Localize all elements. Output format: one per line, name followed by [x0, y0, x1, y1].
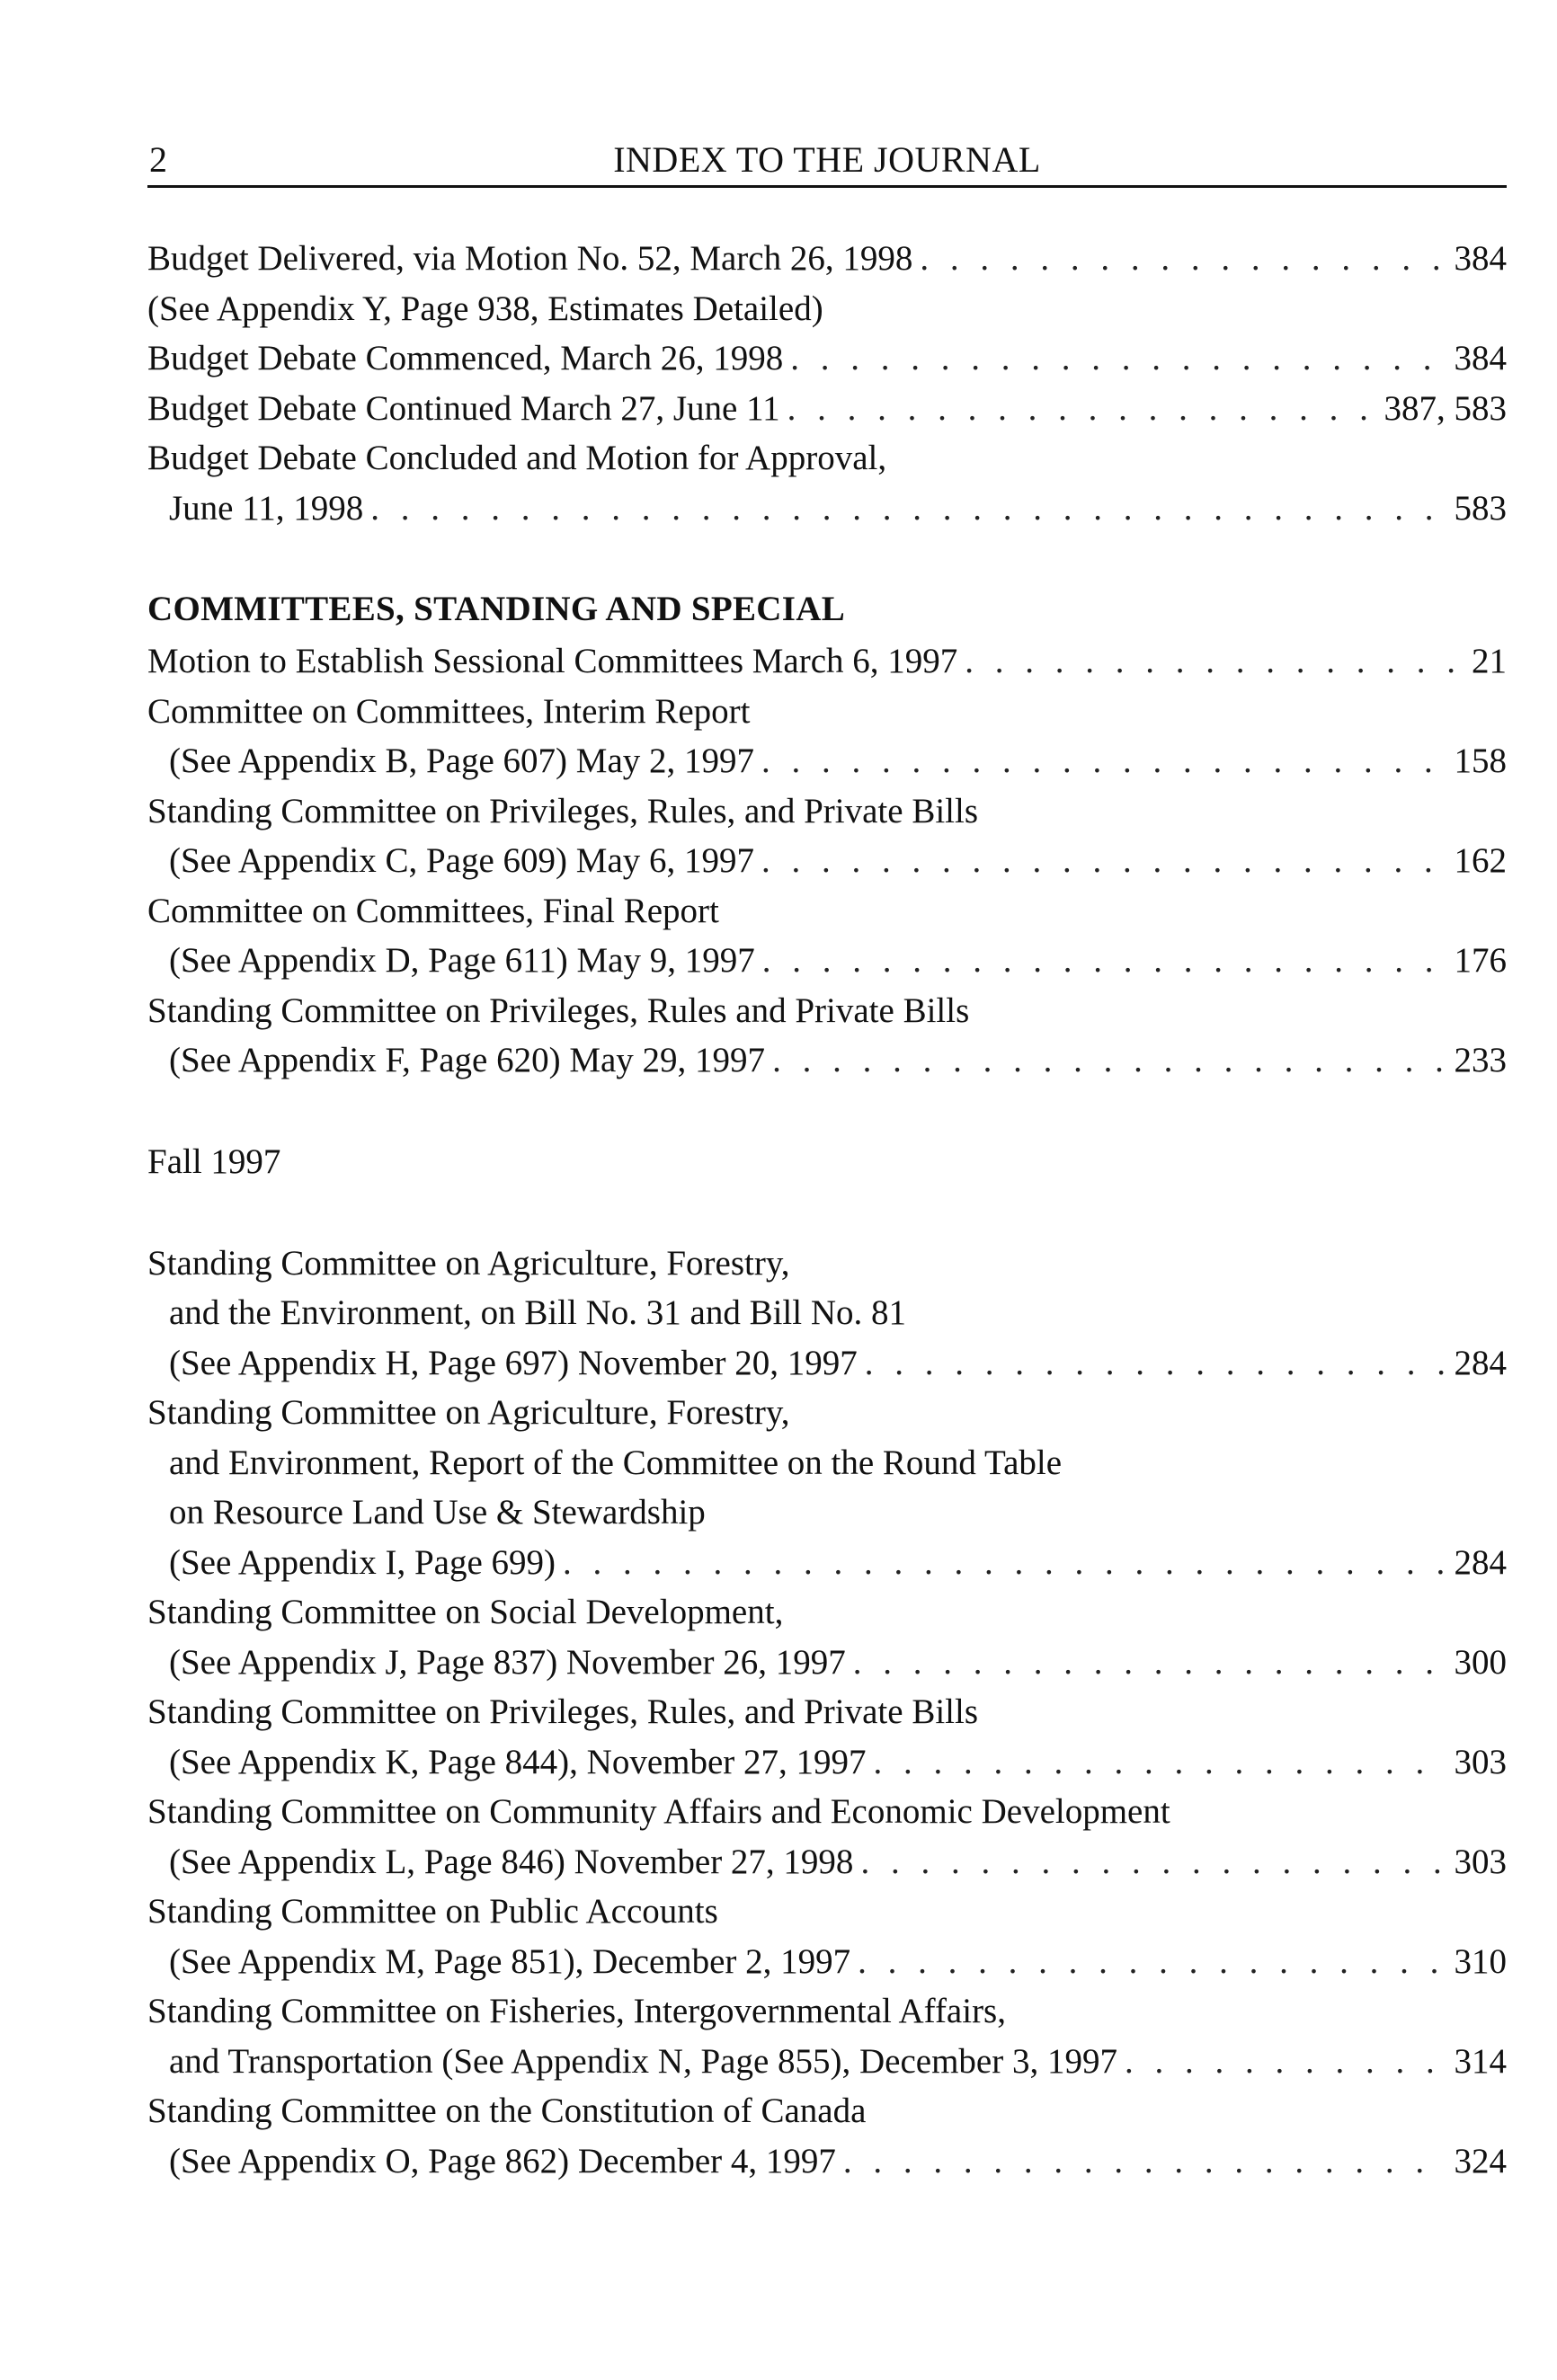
- entry-text: (See Appendix H, Page 697) November 20, 1997: [169, 1343, 858, 1382]
- entry-text: (See Appendix J, Page 837) November 26, 1997: [169, 1642, 846, 1682]
- section-gap: [147, 1086, 1507, 1135]
- dot-leader: [874, 1737, 1447, 1788]
- entry-text: (See Appendix K, Page 844), November 27, 1997: [169, 1742, 867, 1781]
- index-entry: [147, 384, 1507, 434]
- index-body: [147, 234, 1507, 2186]
- entry-text: Standing Committee on the Constitution of Canada: [147, 2091, 867, 2130]
- entry-line: [147, 1388, 1507, 1438]
- dot-leader: [761, 736, 1446, 786]
- entry-text: June 11, 1998: [169, 488, 364, 528]
- entry-line: [147, 234, 1507, 284]
- committees-section: [147, 636, 1507, 1086]
- entry-line: [147, 1587, 1507, 1638]
- entry-line: [147, 284, 1507, 334]
- entry-line: [147, 1687, 1507, 1737]
- entry-line: [147, 886, 1507, 937]
- entry-text: Standing Committee on Agriculture, Forestry,: [147, 1243, 790, 1283]
- index-entry: [147, 886, 1507, 986]
- entry-text: Committee on Committees, Final Report: [147, 891, 719, 930]
- dot-leader: [772, 1035, 1446, 1086]
- index-entry: [147, 986, 1507, 1086]
- entry-line: [147, 1239, 1507, 1289]
- dot-leader: [762, 936, 1447, 986]
- entry-line: [147, 484, 1507, 534]
- page-reference: 158: [1454, 742, 1507, 780]
- index-entry: [147, 284, 1507, 334]
- index-entry: [147, 433, 1507, 533]
- entry-line: [147, 1737, 1507, 1788]
- header-rule: [147, 185, 1507, 188]
- entry-text: and Environment, Report of the Committee on the Round Table: [169, 1443, 1063, 1482]
- running-head: [147, 135, 1507, 185]
- committees-heading: COMMITTEES, STANDING AND SPECIAL: [147, 590, 846, 628]
- entry-text: Standing Committee on Agriculture, Forestry,: [147, 1393, 790, 1432]
- budget-section: [147, 234, 1507, 533]
- page-reference: 583: [1454, 488, 1507, 528]
- entry-text: (See Appendix I, Page 699): [169, 1542, 556, 1582]
- index-entry: [147, 1986, 1507, 2086]
- index-entry: [147, 2086, 1507, 2186]
- entry-line: [147, 1288, 1507, 1338]
- page-reference: 284: [1454, 1343, 1507, 1382]
- entry-line: [147, 636, 1507, 687]
- index-entry: [147, 1388, 1507, 1587]
- page-reference: 387, 583: [1384, 388, 1507, 428]
- entry-line: [147, 433, 1507, 484]
- entry-line: [147, 1338, 1507, 1389]
- page-reference: 162: [1454, 841, 1507, 880]
- fall-section: [147, 1239, 1507, 2187]
- index-entry: [147, 1687, 1507, 1787]
- entry-line: [147, 1638, 1507, 1688]
- page-reference: 310: [1454, 1941, 1507, 1981]
- dot-leader: [787, 384, 1377, 434]
- entry-text: Standing Committee on Public Accounts: [147, 1892, 718, 1931]
- index-entry: [147, 687, 1507, 786]
- page-reference: 324: [1454, 2141, 1507, 2180]
- entry-line: [147, 986, 1507, 1036]
- index-entry: [147, 1587, 1507, 1687]
- journal-title: INDEX TO THE JOURNAL: [613, 139, 1041, 180]
- entry-line: [147, 1787, 1507, 1837]
- dot-leader: [853, 1638, 1447, 1688]
- entry-line: [147, 384, 1507, 434]
- entry-text: (See Appendix F, Page 620) May 29, 1997: [169, 1041, 766, 1079]
- entry-text: (See Appendix C, Page 609) May 6, 1997: [169, 841, 755, 880]
- dot-leader: [1125, 2037, 1447, 2087]
- entry-text: Standing Committee on Privileges, Rules, and Private Bills: [147, 1692, 979, 1731]
- entry-line: [147, 2037, 1507, 2087]
- entry-line: [147, 687, 1507, 737]
- section-gap: [147, 533, 1507, 582]
- page-reference: 300: [1454, 1642, 1507, 1682]
- entry-text: (See Appendix B, Page 607) May 2, 1997: [169, 742, 755, 780]
- entry-line: [147, 1538, 1507, 1588]
- page-reference: 233: [1454, 1041, 1507, 1079]
- index-entry: [147, 1787, 1507, 1887]
- entry-text: on Resource Land Use & Stewardship: [169, 1493, 706, 1532]
- page-reference: 303: [1454, 1842, 1507, 1881]
- entry-line: [147, 1438, 1507, 1488]
- dot-leader: [563, 1538, 1447, 1588]
- entry-line: [147, 836, 1507, 886]
- dot-leader: [761, 836, 1446, 886]
- entry-text: (See Appendix D, Page 611) May 9, 1997: [169, 941, 755, 980]
- entry-line: [147, 936, 1507, 986]
- entry-text: and the Environment, on Bill No. 31 and Bill No. 81: [169, 1293, 907, 1332]
- index-entry: [147, 234, 1507, 284]
- page-reference: 314: [1454, 2041, 1507, 2081]
- entry-text: (See Appendix L, Page 846) November 27, 1998: [169, 1842, 854, 1881]
- entry-text: and Transportation (See Appendix N, Page 855), December 3, 1997: [169, 2041, 1117, 2081]
- entry-text: (See Appendix Y, Page 938, Estimates Detailed): [147, 289, 823, 328]
- entry-text: Standing Committee on Privileges, Rules and Private Bills: [147, 990, 970, 1030]
- entry-text: (See Appendix M, Page 851), December 2, 1997: [169, 1941, 851, 1981]
- entry-text: Budget Debate Commenced, March 26, 1998: [147, 339, 784, 377]
- dot-leader: [920, 234, 1446, 284]
- dot-leader: [865, 1338, 1447, 1389]
- entry-line: [147, 1887, 1507, 1937]
- dot-leader: [858, 1937, 1446, 1987]
- entry-text: Committee on Committees, Interim Report: [147, 691, 751, 731]
- index-entry: [147, 636, 1507, 687]
- dot-leader: [965, 636, 1464, 687]
- fall-heading: Fall 1997: [147, 1141, 281, 1181]
- page-reference: 384: [1454, 239, 1507, 278]
- entry-text: Standing Committee on Privileges, Rules, and Private Bills: [147, 791, 979, 830]
- page-number: 2: [149, 139, 167, 180]
- dot-leader: [843, 2136, 1447, 2187]
- journal-page: [147, 135, 1507, 2180]
- entry-line: [147, 736, 1507, 786]
- index-entry: [147, 1887, 1507, 1986]
- index-entry: [147, 1239, 1507, 1389]
- entry-text: Standing Committee on Social Development,: [147, 1593, 784, 1631]
- entry-text: Budget Delivered, via Motion No. 52, March 26, 1998: [147, 239, 913, 278]
- entry-line: [147, 1488, 1507, 1538]
- entry-text: Budget Debate Concluded and Motion for Approval,: [147, 439, 887, 477]
- page-reference: 21: [1472, 642, 1507, 680]
- entry-line: [147, 1837, 1507, 1887]
- page-reference: 384: [1454, 339, 1507, 377]
- page-reference: 303: [1454, 1742, 1507, 1781]
- entry-text: (See Appendix O, Page 862) December 4, 1997: [169, 2141, 836, 2180]
- entry-text: Standing Committee on Fisheries, Intergovernmental Affairs,: [147, 1992, 1006, 2030]
- entry-line: [147, 333, 1507, 384]
- entry-text: Motion to Establish Sessional Committees March 6, 1997: [147, 642, 958, 680]
- entry-line: [147, 2136, 1507, 2187]
- entry-text: Standing Committee on Community Affairs and Economic Development: [147, 1792, 1170, 1831]
- dot-leader: [370, 484, 1446, 534]
- index-entry: [147, 786, 1507, 886]
- entry-text: Budget Debate Continued March 27, June 11: [147, 388, 780, 428]
- section-gap: [147, 1189, 1507, 1239]
- index-entry: [147, 333, 1507, 384]
- entry-line: [147, 786, 1507, 837]
- page-reference: 176: [1454, 941, 1507, 980]
- page-reference: 284: [1454, 1542, 1507, 1582]
- dot-leader: [860, 1837, 1446, 1887]
- entry-line: [147, 1937, 1507, 1987]
- entry-line: [147, 1035, 1507, 1086]
- dot-leader: [790, 333, 1446, 384]
- entry-line: [147, 2086, 1507, 2136]
- entry-line: [147, 1986, 1507, 2037]
